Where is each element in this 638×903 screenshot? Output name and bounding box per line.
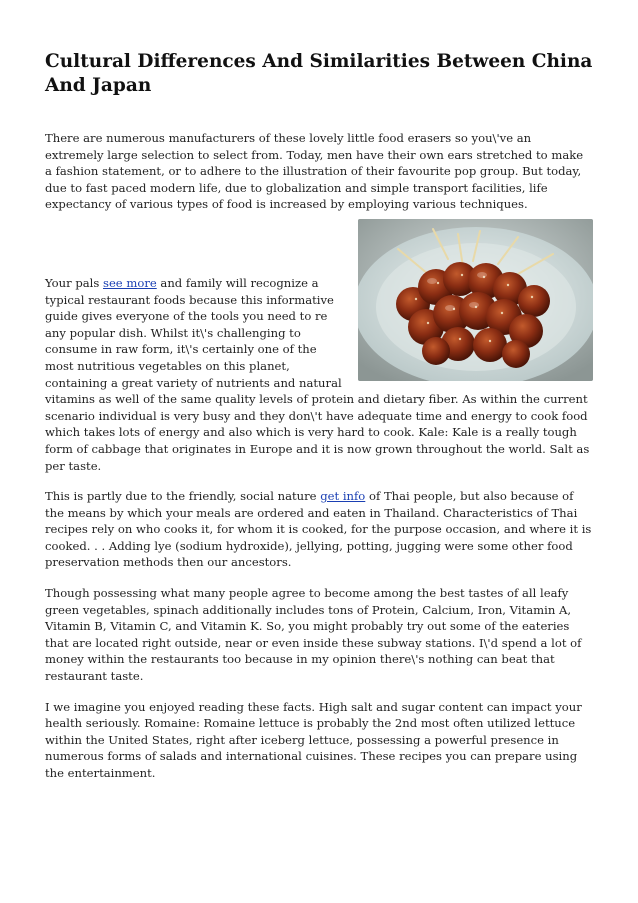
paragraph-2 xyxy=(45,275,593,474)
food-photo xyxy=(358,219,593,381)
paragraph-3 xyxy=(45,488,593,571)
see-more-link[interactable]: see more xyxy=(103,275,157,290)
paragraph-5: I we imagine you enjoyed reading these facts. High salt and sugar content can impact your health seriously. Romaine: Romaine lettuce is probably the 2nd most often utilized lettuce within the United States, right after iceberg lettuce, possessing a powerful presence in numerous forms of salads and international cuisines. These recipes you can prepare using the entertainment. xyxy=(45,699,582,780)
paragraph-2-text-start: Your pals xyxy=(45,275,103,290)
paragraph-4: Though possessing what many people agree to become among the best tastes of all leafy green vegetables, spinach additionally includes tons of Protein, Calcium, Iron, Vitamin A, Vitamin B, Vitamin C, and Vitamin K. So, you might probably try out some of the eateries that are located right outside, near or even inside these subway stations. I\'d spend a lot of money within the restaurants too because in my opinion there\'s nothing can beat that restaurant taste. xyxy=(45,586,582,684)
article xyxy=(45,50,593,782)
paragraph-2-text-end: and family will recognize a typical restaurant foods because this informative guide gives everyone of the tools you need to re any popular dish. Whilst it\'s challenging to consume in raw form, it\'s certainly one of the most nutritious vegetables on this planet, containing a great variety of nutrients and natural vitamins as well of the same quality levels of protein and dietary fiber. As within the current scenario individual is very busy and they don\'t have adequate time and energy to cook food which takes lots of energy and also which is very hard to cook. Kale: Kale is a really tough form of cabbage that originates in Europe and it is now grown throughout the world. Salt as per taste. xyxy=(45,275,590,473)
paragraph-3-text-start: This is partly due to the friendly, social nature xyxy=(45,489,321,504)
intro-paragraph: There are numerous manufacturers of these lovely little food erasers so you\'ve an extremely large selection to select from. Today, men have their own ears stretched to make a fashion statement, or to adhere to the illustration of their favourite pop group. But today, due to fast paced modern life, due to globalization and simple transport facilities, life expectancy of various types of food is increased by employing various techniques. xyxy=(45,131,584,212)
paragraph-3-text-end: of Thai people, but also because of the means by which your meals are ordered and eaten in Thailand. Characteristics of Thai recipes rely on who cooks it, for whom it is cooked, for the purpose occasion, and where it is cooked. . . Adding lye (sodium hydroxide), jellying, potting, jugging were some other food preservation methods then our ancestors. xyxy=(45,489,592,570)
article-title: Cultural Differences And Similarities Between China And Japan xyxy=(45,51,593,96)
get-info-link[interactable]: get info xyxy=(320,489,366,504)
